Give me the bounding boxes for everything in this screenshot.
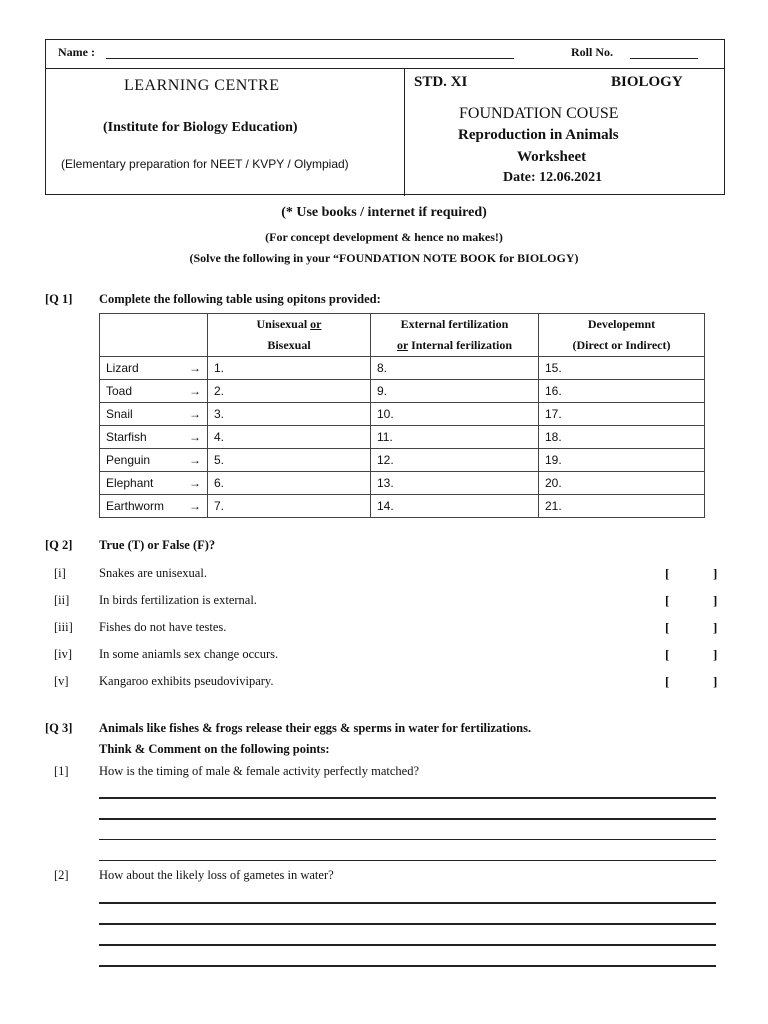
col2-or: or — [396, 338, 409, 352]
q2-item-number: [ii] — [54, 593, 70, 607]
q2-item-number: [iv] — [54, 647, 73, 661]
table-row — [100, 403, 705, 426]
col1-or: or — [310, 317, 322, 331]
answer-blank-fertilization: 14. — [377, 499, 394, 513]
table-row — [100, 357, 705, 380]
q2-item-number: [iii] — [54, 620, 73, 634]
answer-blank-development: 15. — [545, 361, 562, 375]
answer-blank-sex: 5. — [214, 453, 225, 467]
arrow-icon: → — [189, 453, 201, 467]
instruction-2: (For concept development & hence no makes!) — [265, 230, 503, 244]
course-title: FOUNDATION COUSE — [459, 105, 619, 122]
q1-text: Complete the following table using opitons provided: — [99, 292, 381, 306]
subject-label: BIOLOGY — [611, 74, 683, 90]
animal-cell — [100, 403, 208, 426]
answer-cell[interactable] — [371, 380, 539, 403]
answer-bracket-open[interactable]: [ — [665, 674, 670, 689]
animal-cell — [100, 380, 208, 403]
topic-title: Reproduction in Animals — [458, 127, 619, 143]
col2-header — [371, 314, 539, 336]
col3-header — [539, 314, 705, 336]
q1-number: [Q 1] — [45, 292, 73, 306]
institute-name: LEARNING CENTRE — [124, 77, 280, 94]
answer-blank-development: 16. — [545, 384, 562, 398]
animal-cell — [100, 426, 208, 449]
arrow-icon: → — [189, 407, 201, 421]
answer-cell[interactable] — [539, 449, 705, 472]
roll-field[interactable] — [630, 58, 698, 59]
answer-blank-sex: 2. — [214, 384, 225, 398]
animal-name: Toad — [106, 384, 133, 398]
institute-sub: (Institute for Biology Education) — [103, 120, 298, 135]
q2-item-number: [i] — [54, 566, 66, 580]
q2-item-text: In birds fertilization is external. — [99, 593, 257, 607]
answer-bracket-open[interactable]: [ — [665, 566, 670, 581]
answer-cell[interactable] — [208, 449, 371, 472]
header-divider — [404, 68, 405, 196]
animal-name: Starfish — [106, 430, 147, 444]
name-row — [46, 40, 724, 69]
answer-blank-fertilization: 13. — [377, 476, 394, 490]
answer-blank-fertilization: 12. — [377, 453, 394, 467]
answer-cell[interactable] — [539, 357, 705, 380]
col3-header-2 — [539, 335, 705, 357]
animal-cell — [100, 357, 208, 380]
answer-cell[interactable] — [208, 403, 371, 426]
animal-cell — [100, 495, 208, 518]
answer-bracket-close[interactable]: ] — [713, 674, 718, 689]
col2-text-a: External fertilization — [400, 317, 509, 331]
answer-blank-sex: 6. — [214, 476, 225, 490]
answer-bracket-close[interactable]: ] — [713, 620, 718, 635]
q3-p1-text: How is the timing of male & female activity perfectly matched? — [99, 764, 420, 778]
q2-item-text: Fishes do not have testes. — [99, 620, 227, 634]
animal-name: Earthworm — [106, 499, 165, 513]
answer-cell[interactable] — [208, 472, 371, 495]
col1-text-a: Unisexual — [256, 317, 308, 331]
answer-bracket-close[interactable]: ] — [713, 647, 718, 662]
answer-blank-fertilization: 8. — [377, 361, 388, 375]
name-field[interactable] — [106, 58, 514, 59]
answer-blank-fertilization: 10. — [377, 407, 394, 421]
answer-blank-sex: 3. — [214, 407, 225, 421]
col3-text-a: Developemnt — [587, 317, 656, 331]
q2-text: True (T) or False (F)? — [99, 538, 216, 552]
animal-cell — [100, 449, 208, 472]
arrow-icon: → — [189, 430, 201, 444]
q3-text-2: Think & Comment on the following points: — [99, 742, 330, 756]
arrow-icon: → — [189, 499, 201, 513]
answer-cell[interactable] — [371, 426, 539, 449]
table-row — [100, 380, 705, 403]
answer-cell[interactable] — [208, 357, 371, 380]
answer-cell[interactable] — [371, 403, 539, 426]
answer-line[interactable] — [99, 839, 716, 840]
answer-blank-sex: 7. — [214, 499, 225, 513]
arrow-icon: → — [189, 361, 201, 375]
answer-blank-development: 19. — [545, 453, 562, 467]
q2-item-text: In some aniamls sex change occurs. — [99, 647, 279, 661]
answer-line[interactable] — [99, 902, 716, 904]
answer-bracket-open[interactable]: [ — [665, 620, 670, 635]
answer-blank-development: 18. — [545, 430, 562, 444]
answer-line[interactable] — [99, 797, 716, 799]
answer-cell[interactable] — [208, 426, 371, 449]
animal-name: Penguin — [106, 453, 151, 467]
answer-cell[interactable] — [539, 495, 705, 518]
answer-line[interactable] — [99, 860, 716, 861]
answer-blank-sex: 4. — [214, 430, 225, 444]
worksheet-title: Worksheet — [517, 149, 587, 165]
col3-text-b: (Direct or Indirect) — [572, 338, 671, 352]
q1-table — [99, 313, 705, 518]
answer-cell[interactable] — [539, 403, 705, 426]
answer-cell[interactable] — [208, 380, 371, 403]
answer-bracket-open[interactable]: [ — [665, 593, 670, 608]
q2-number: [Q 2] — [45, 538, 73, 552]
answer-line[interactable] — [99, 965, 716, 967]
answer-cell[interactable] — [371, 495, 539, 518]
q3-p1-number: [1] — [54, 764, 69, 778]
col1-text-c: Bisexual — [267, 338, 311, 352]
q3-p2-number: [2] — [54, 868, 69, 882]
std-label: STD. XI — [414, 74, 468, 90]
answer-blank-fertilization: 9. — [377, 384, 388, 398]
animal-name: Lizard — [106, 361, 139, 375]
roll-label: Roll No. — [571, 45, 613, 59]
table-header-row — [100, 314, 705, 336]
header-blank — [100, 314, 208, 357]
answer-cell[interactable] — [371, 357, 539, 380]
col2-text-c: Internal ferilization — [408, 338, 513, 352]
answer-blank-development: 17. — [545, 407, 562, 421]
col2-header-2 — [371, 335, 539, 357]
q3-p2-text: How about the likely loss of gametes in water? — [99, 868, 334, 882]
q2-item-text: Snakes are unisexual. — [99, 566, 207, 580]
answer-cell[interactable] — [539, 380, 705, 403]
table-row — [100, 472, 705, 495]
q3-text-1: Animals like fishes & frogs release their eggs & sperms in water for fertilizations. — [99, 721, 532, 735]
col1-header — [208, 314, 371, 336]
institute-desc: (Elementary preparation for NEET / KVPY / Olympiad) — [61, 157, 349, 171]
col1-header-2 — [208, 335, 371, 357]
instruction-3: (Solve the following in your “FOUNDATION NOTE BOOK for BIOLOGY) — [189, 251, 579, 265]
table-row — [100, 449, 705, 472]
q2-item-number: [v] — [54, 674, 69, 688]
arrow-icon: → — [189, 384, 201, 398]
answer-bracket-close[interactable]: ] — [713, 566, 718, 581]
q2-item-text: Kangaroo exhibits pseudovivipary. — [99, 674, 274, 688]
answer-blank-fertilization: 11. — [377, 430, 393, 444]
answer-line[interactable] — [99, 923, 716, 925]
answer-blank-development: 20. — [545, 476, 562, 490]
q3-number: [Q 3] — [45, 721, 73, 735]
animal-cell — [100, 472, 208, 495]
answer-blank-sex: 1. — [214, 361, 225, 375]
table-row — [100, 426, 705, 449]
answer-cell[interactable] — [371, 472, 539, 495]
answer-cell[interactable] — [208, 495, 371, 518]
answer-cell[interactable] — [539, 472, 705, 495]
answer-line[interactable] — [99, 818, 716, 820]
answer-line[interactable] — [99, 944, 716, 946]
answer-blank-development: 21. — [545, 499, 562, 513]
answer-cell[interactable] — [371, 449, 539, 472]
q1-table-body — [100, 357, 705, 518]
instruction-1: (* Use books / internet if required) — [281, 205, 487, 220]
answer-bracket-open[interactable]: [ — [665, 647, 670, 662]
answer-cell[interactable] — [539, 426, 705, 449]
answer-bracket-close[interactable]: ] — [713, 593, 718, 608]
date-label: Date: 12.06.2021 — [503, 170, 603, 185]
arrow-icon: → — [189, 476, 201, 490]
animal-name: Elephant — [106, 476, 154, 490]
table-row — [100, 495, 705, 518]
header-box — [45, 39, 725, 195]
name-label: Name : — [58, 45, 95, 59]
animal-name: Snail — [106, 407, 133, 421]
